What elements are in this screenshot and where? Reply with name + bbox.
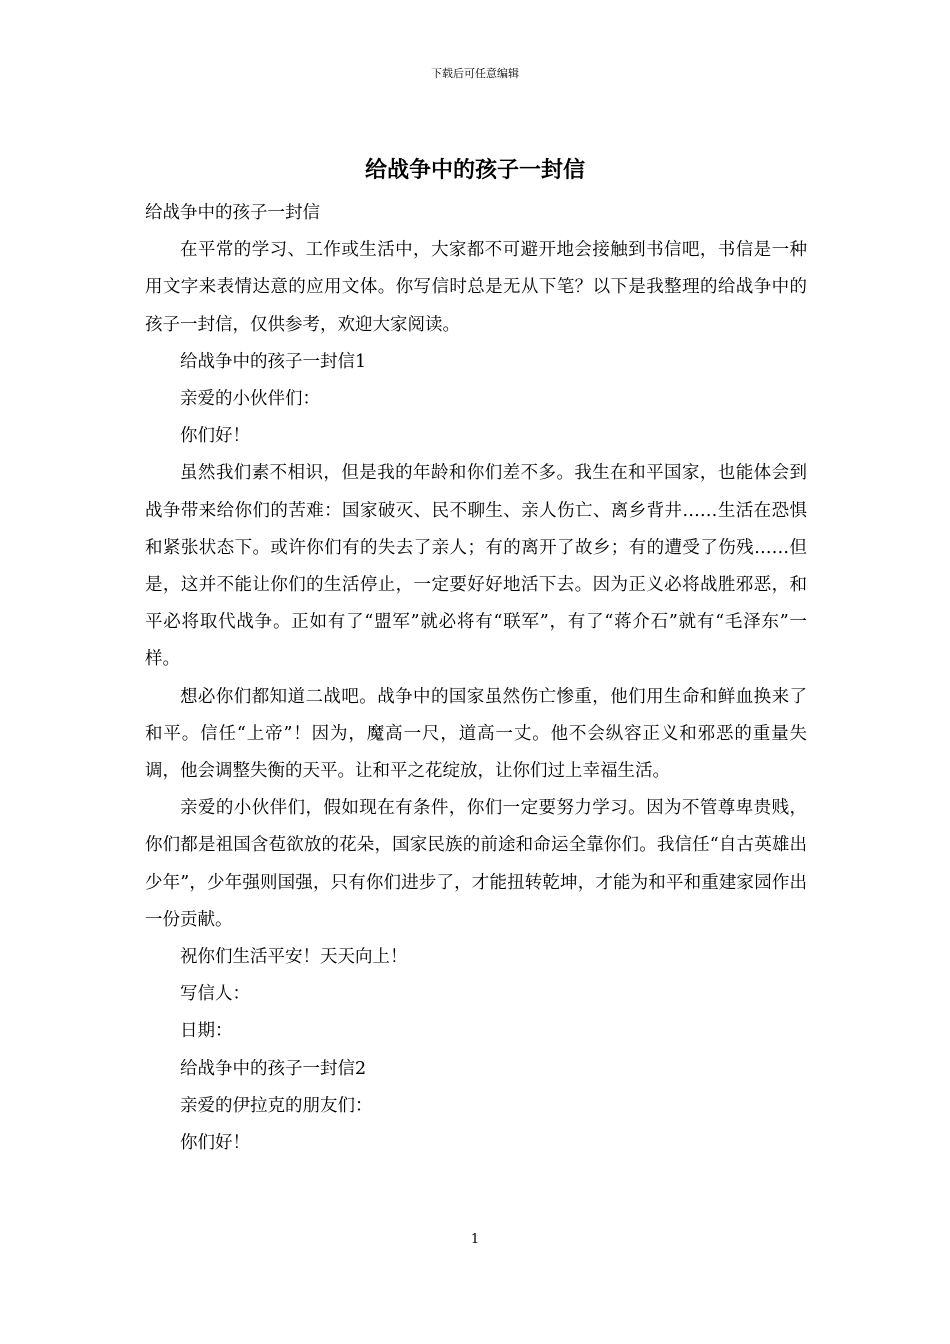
letter-1-greeting: 你们好！ [180,426,250,447]
letter-1-paragraph: 想必你们都知道二战吧。战争中的国家虽然伤亡惨重，他们用生命和鲜血换来了和平。信任“上帝”！因为，魔高一尺，道高一丈。他不会纵容正义和邪恶的重量失调，他会调整失衡的天平。让和平之花绽放，让你们过上幸福生活。 [145,686,807,782]
header-note: 下载后可任意编辑 [431,67,519,80]
letter-1-closing: 祝你们生活平安！天天向上！ [180,947,408,968]
letter-1-salutation: 亲爱的小伙伴们： [180,389,320,410]
document-title: 给战争中的孩子一封信 [364,157,585,183]
letter-1-signature: 写信人： [180,984,250,1005]
subtitle-paragraph: 给战争中的孩子一封信 [145,203,320,223]
document-body [145,195,807,1162]
letter-2-heading: 给战争中的孩子一封信2 [180,1058,367,1079]
intro-paragraph: 在平常的学习、工作或生活中，大家都不可避开地会接触到书信吧，书信是一种用文字来表情达意的应用文体。你写信时总是无从下笔？以下是我整理的给战争中的孩子一封信，仅供参考，欢迎大家阅读。 [145,240,807,335]
letter-1-date: 日期： [180,1021,233,1042]
letter-1-paragraph: 虽然我们素不相识，但是我的年龄和你们差不多。我生在和平国家，也能体会到战争带来给你们的苦难：国家破灭、民不聊生、亲人伤亡、离乡背井……生活在恐惧和紧张状态下。或许你们有的失去了亲人；有的离开了故乡；有的遭受了伤残……但是，这并不能让你们的生活停止，一定要好好地活下去。因为正义必将战胜邪恶，和平必将取代战争。正如有了“盟军”就必将有“联军”，有了“蒋介石”就有“毛泽东”一样。 [145,463,807,670]
letter-1-heading: 给战争中的孩子一封信1 [180,351,367,372]
page-number: 1 [470,1232,480,1247]
letter-2-salutation: 亲爱的伊拉克的朋友们： [180,1095,373,1116]
letter-2-greeting: 你们好！ [180,1133,250,1154]
letter-1-paragraph: 亲爱的小伙伴们，假如现在有条件，你们一定要努力学习。因为不管尊卑贵贱，你们都是祖国含苞欲放的花朵，国家民族的前途和命运全靠你们。我信任“自古英雄出少年”，少年强则国强，只有你们进步了，才能扭转乾坤，才能为和平和重建家园作出一份贡献。 [145,798,807,930]
